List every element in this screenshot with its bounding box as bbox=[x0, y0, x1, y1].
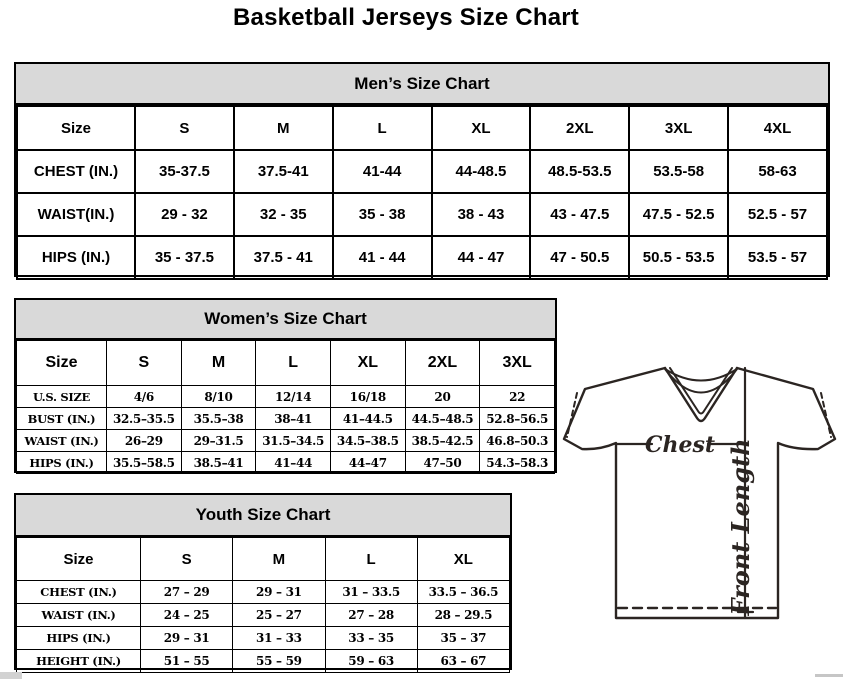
size-column-header: 2XL bbox=[405, 341, 480, 386]
size-range-cell: 22 bbox=[480, 386, 555, 408]
measurement-row-label: CHEST (IN.) bbox=[17, 581, 141, 604]
table-row bbox=[17, 452, 555, 474]
size-range-cell: 59 – 63 bbox=[325, 650, 417, 673]
table-row bbox=[17, 627, 510, 650]
mens-table bbox=[16, 105, 828, 280]
size-range-cell: 52.8–56.5 bbox=[480, 408, 555, 430]
size-row-label: Size bbox=[17, 106, 135, 150]
size-column-header: S bbox=[135, 106, 234, 150]
size-column-header: 2XL bbox=[530, 106, 629, 150]
size-column-header: 4XL bbox=[728, 106, 827, 150]
size-range-cell: 58-63 bbox=[728, 150, 827, 193]
size-range-cell: 24 – 25 bbox=[141, 604, 233, 627]
size-range-cell: 44-48.5 bbox=[432, 150, 531, 193]
size-range-cell: 52.5 - 57 bbox=[728, 193, 827, 236]
table-row bbox=[17, 193, 827, 236]
size-column-header: M bbox=[181, 341, 256, 386]
size-range-cell: 53.5-58 bbox=[629, 150, 728, 193]
jersey-measurement-diagram bbox=[556, 355, 842, 627]
measurement-row-label: WAIST (IN.) bbox=[17, 604, 141, 627]
size-range-cell: 41 - 44 bbox=[333, 236, 432, 279]
womens-size-chart bbox=[14, 298, 557, 473]
size-column-header: XL bbox=[417, 538, 509, 581]
size-range-cell: 54.3–58.3 bbox=[480, 452, 555, 474]
jersey-outline bbox=[564, 368, 835, 618]
size-range-cell: 37.5-41 bbox=[234, 150, 333, 193]
measurement-row-label: HIPS (IN.) bbox=[17, 452, 107, 474]
youth-chart-title: Youth Size Chart bbox=[16, 495, 510, 537]
size-range-cell: 12/14 bbox=[256, 386, 331, 408]
horizontal-scrollbar-right-piece[interactable] bbox=[815, 674, 843, 677]
size-range-cell: 38–41 bbox=[256, 408, 331, 430]
size-header-row bbox=[17, 106, 827, 150]
size-column-header: XL bbox=[432, 106, 531, 150]
size-range-cell: 35.5–38 bbox=[181, 408, 256, 430]
size-range-cell: 25 – 27 bbox=[233, 604, 325, 627]
page-title: Basketball Jerseys Size Chart bbox=[233, 4, 579, 31]
size-column-header: XL bbox=[330, 341, 405, 386]
size-range-cell: 41–44 bbox=[256, 452, 331, 474]
table-row bbox=[17, 386, 555, 408]
front-length-label: Front Length bbox=[726, 438, 755, 616]
size-range-cell: 47.5 - 52.5 bbox=[629, 193, 728, 236]
size-range-cell: 32.5–35.5 bbox=[107, 408, 182, 430]
measurement-row-label: BUST (IN.) bbox=[17, 408, 107, 430]
youth-table bbox=[16, 537, 510, 673]
table-row bbox=[17, 236, 827, 279]
size-range-cell: 47–50 bbox=[405, 452, 480, 474]
size-range-cell: 20 bbox=[405, 386, 480, 408]
table-row bbox=[17, 581, 510, 604]
size-range-cell: 55 – 59 bbox=[233, 650, 325, 673]
size-column-header: M bbox=[233, 538, 325, 581]
size-range-cell: 35-37.5 bbox=[135, 150, 234, 193]
size-range-cell: 31.5–34.5 bbox=[256, 430, 331, 452]
size-range-cell: 35 – 37 bbox=[417, 627, 509, 650]
measurement-row-label: HIPS (IN.) bbox=[17, 236, 135, 279]
table-row bbox=[17, 150, 827, 193]
size-range-cell: 33.5 – 36.5 bbox=[417, 581, 509, 604]
measurement-row-label: U.S. SIZE bbox=[17, 386, 107, 408]
size-column-header: S bbox=[141, 538, 233, 581]
size-header-row bbox=[17, 538, 510, 581]
size-range-cell: 51 – 55 bbox=[141, 650, 233, 673]
size-range-cell: 33 – 35 bbox=[325, 627, 417, 650]
horizontal-scrollbar-left-piece[interactable] bbox=[0, 672, 22, 679]
size-range-cell: 34.5–38.5 bbox=[330, 430, 405, 452]
size-range-cell: 26–29 bbox=[107, 430, 182, 452]
measurement-row-label: CHEST (IN.) bbox=[17, 150, 135, 193]
measurement-row-label: HEIGHT (IN.) bbox=[17, 650, 141, 673]
size-range-cell: 48.5-53.5 bbox=[530, 150, 629, 193]
size-range-cell: 35 - 38 bbox=[333, 193, 432, 236]
size-range-cell: 53.5 - 57 bbox=[728, 236, 827, 279]
sleeve-cuff-dashes bbox=[567, 393, 831, 437]
size-range-cell: 41-44 bbox=[333, 150, 432, 193]
table-row bbox=[17, 604, 510, 627]
size-range-cell: 63 – 67 bbox=[417, 650, 509, 673]
size-range-cell: 35 - 37.5 bbox=[135, 236, 234, 279]
measurement-row-label: WAIST(IN.) bbox=[17, 193, 135, 236]
measurement-row-label: WAIST (IN.) bbox=[17, 430, 107, 452]
chest-label: Chest bbox=[644, 432, 716, 458]
size-range-cell: 8/10 bbox=[181, 386, 256, 408]
size-column-header: 3XL bbox=[629, 106, 728, 150]
size-range-cell: 27 – 29 bbox=[141, 581, 233, 604]
size-range-cell: 38.5–41 bbox=[181, 452, 256, 474]
size-range-cell: 50.5 - 53.5 bbox=[629, 236, 728, 279]
size-range-cell: 35.5–58.5 bbox=[107, 452, 182, 474]
table-row bbox=[17, 650, 510, 673]
womens-chart-title: Women’s Size Chart bbox=[16, 300, 555, 340]
size-range-cell: 37.5 - 41 bbox=[234, 236, 333, 279]
mens-chart-title: Men’s Size Chart bbox=[16, 64, 828, 105]
size-range-cell: 28 – 29.5 bbox=[417, 604, 509, 627]
size-column-header: 3XL bbox=[480, 341, 555, 386]
mens-size-chart bbox=[14, 62, 830, 277]
size-range-cell: 46.8–50.3 bbox=[480, 430, 555, 452]
table-row bbox=[17, 408, 555, 430]
size-column-header: L bbox=[325, 538, 417, 581]
size-range-cell: 4/6 bbox=[107, 386, 182, 408]
size-range-cell: 29 - 32 bbox=[135, 193, 234, 236]
size-range-cell: 41–44.5 bbox=[330, 408, 405, 430]
table-row bbox=[17, 430, 555, 452]
size-range-cell: 47 - 50.5 bbox=[530, 236, 629, 279]
size-column-header: M bbox=[234, 106, 333, 150]
size-range-cell: 31 – 33.5 bbox=[325, 581, 417, 604]
size-range-cell: 44.5–48.5 bbox=[405, 408, 480, 430]
size-range-cell: 43 - 47.5 bbox=[530, 193, 629, 236]
size-range-cell: 16/18 bbox=[330, 386, 405, 408]
size-row-label: Size bbox=[17, 341, 107, 386]
womens-table bbox=[16, 340, 555, 474]
size-range-cell: 31 – 33 bbox=[233, 627, 325, 650]
size-range-cell: 29–31.5 bbox=[181, 430, 256, 452]
size-range-cell: 44 - 47 bbox=[432, 236, 531, 279]
size-range-cell: 44–47 bbox=[330, 452, 405, 474]
size-column-header: S bbox=[107, 341, 182, 386]
collar-back-arcs bbox=[665, 369, 737, 393]
size-range-cell: 29 – 31 bbox=[141, 627, 233, 650]
size-row-label: Size bbox=[17, 538, 141, 581]
size-range-cell: 38.5–42.5 bbox=[405, 430, 480, 452]
size-column-header: L bbox=[256, 341, 331, 386]
size-range-cell: 27 – 28 bbox=[325, 604, 417, 627]
size-header-row bbox=[17, 341, 555, 386]
measurement-row-label: HIPS (IN.) bbox=[17, 627, 141, 650]
size-range-cell: 32 - 35 bbox=[234, 193, 333, 236]
youth-size-chart bbox=[14, 493, 512, 670]
size-range-cell: 38 - 43 bbox=[432, 193, 531, 236]
size-range-cell: 29 – 31 bbox=[233, 581, 325, 604]
size-column-header: L bbox=[333, 106, 432, 150]
